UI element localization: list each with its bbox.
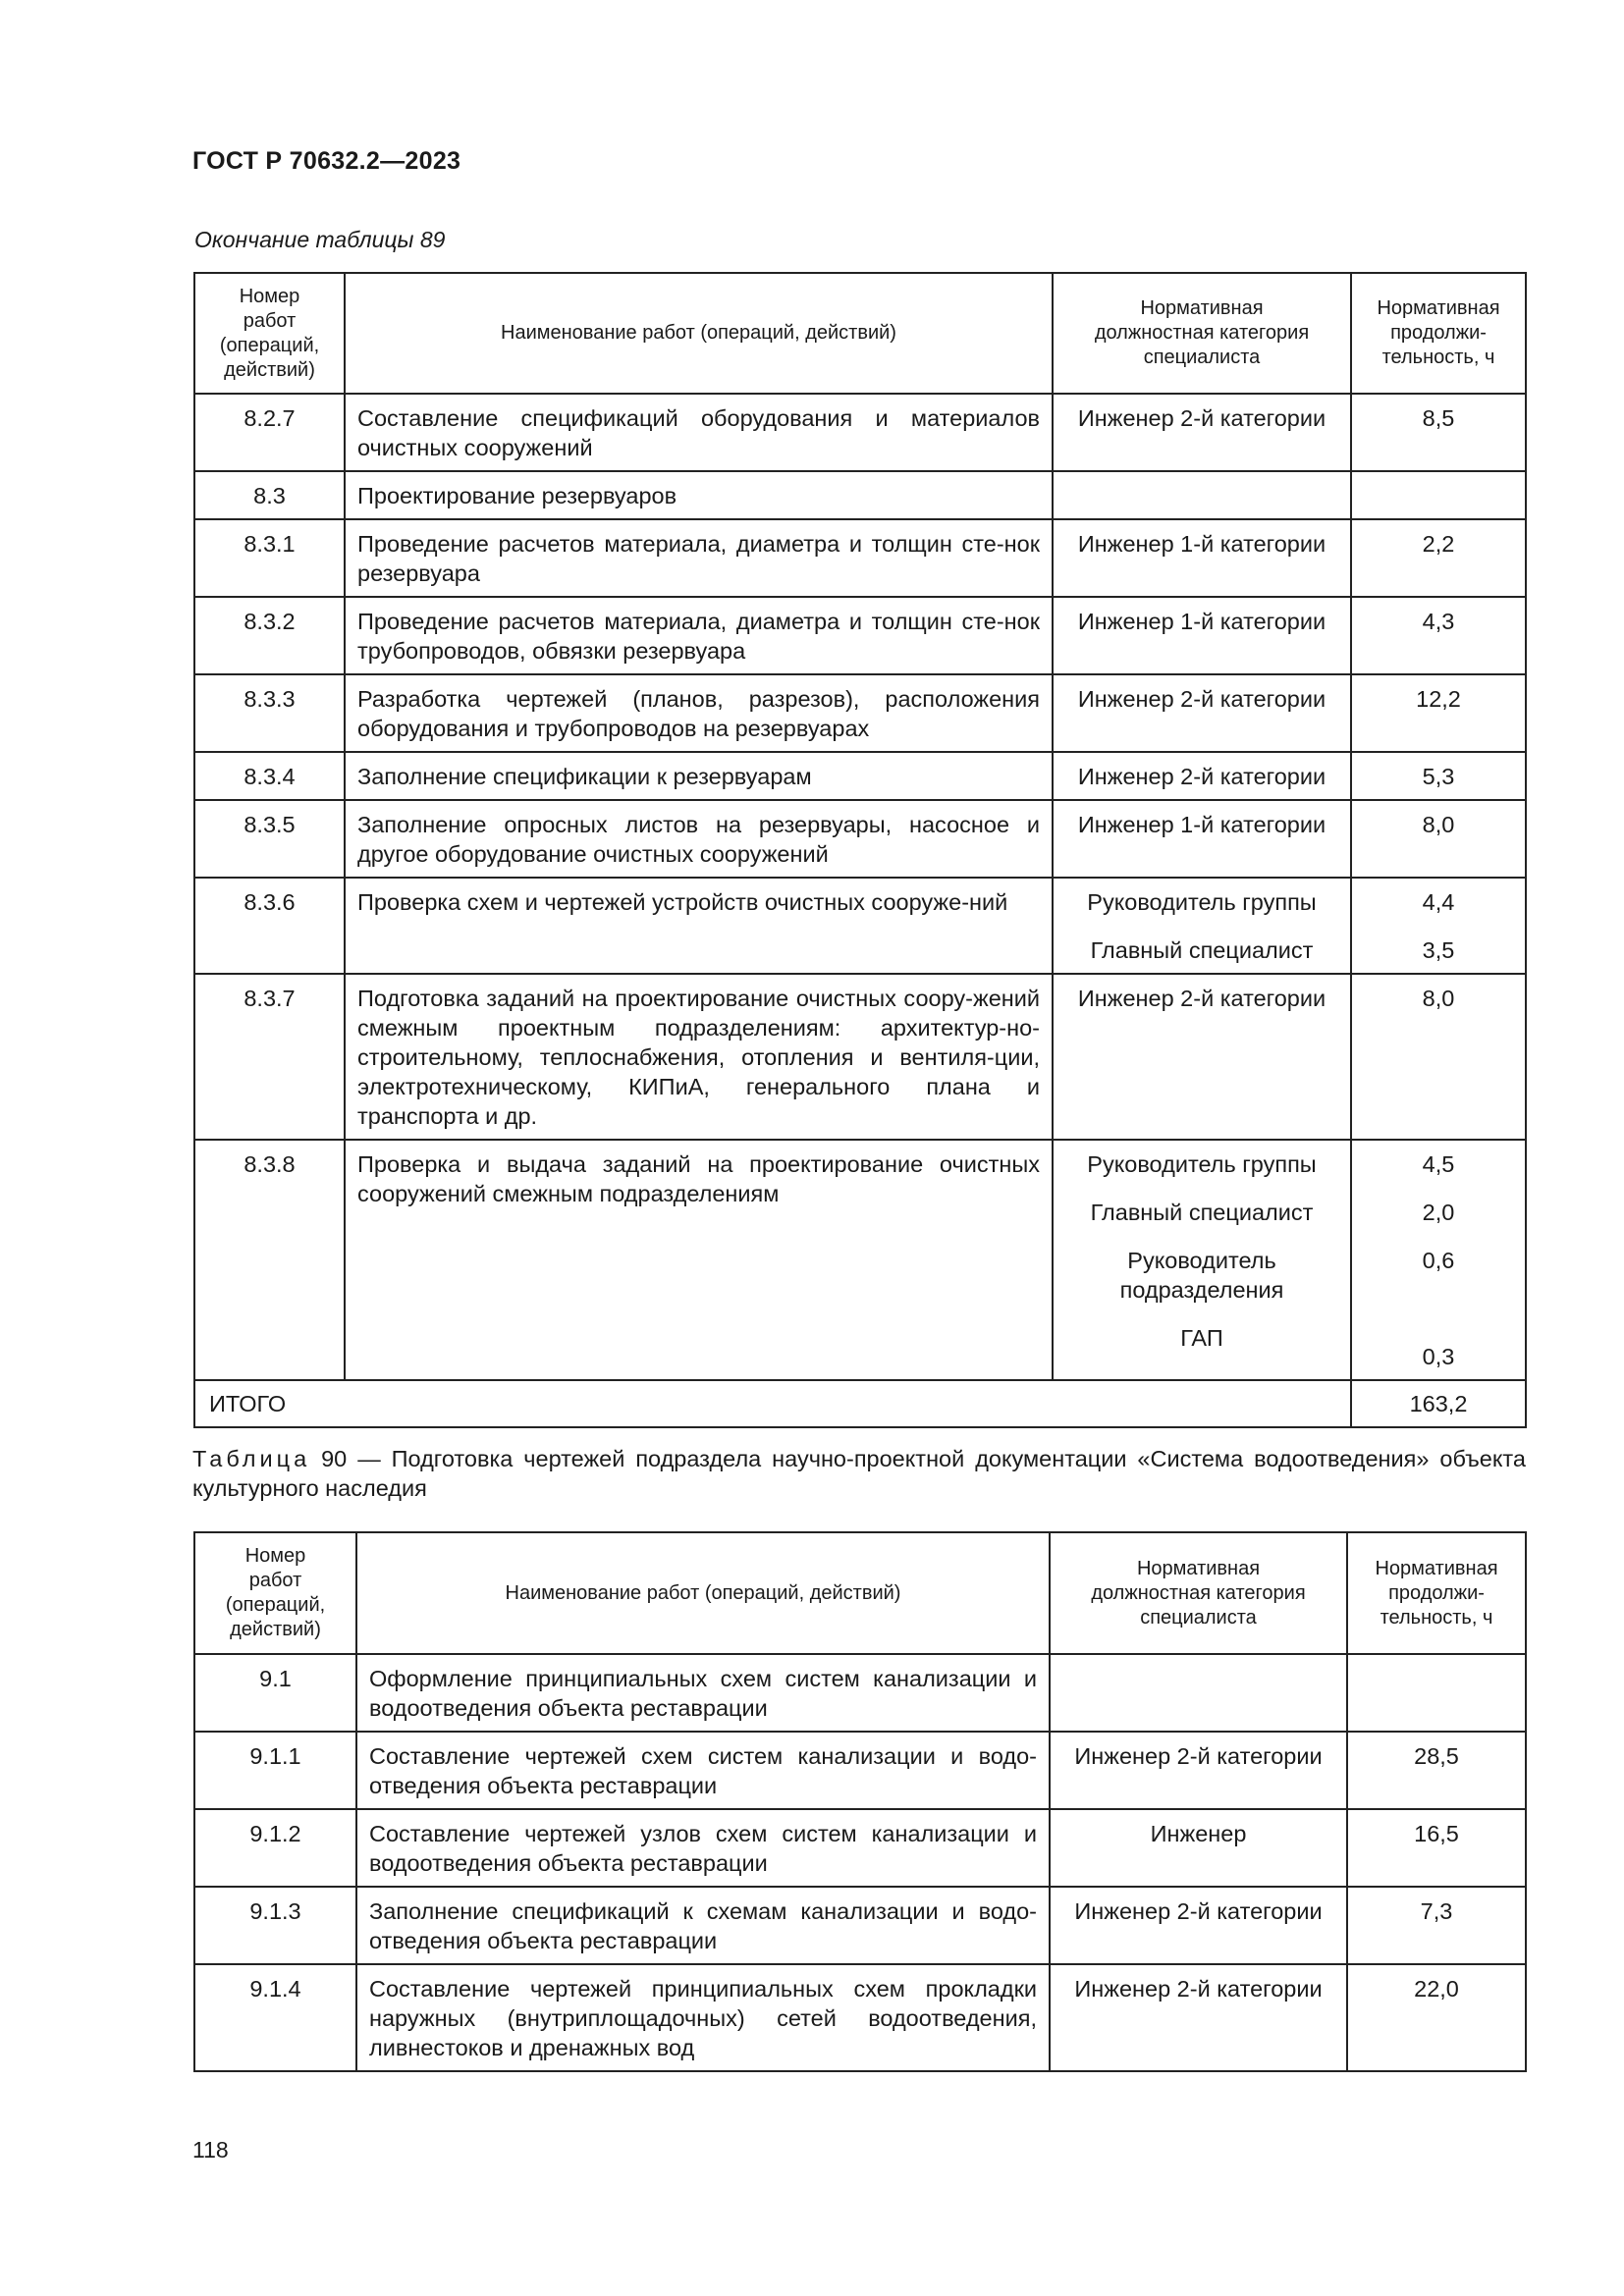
table-title-text: 90 — Подготовка чертежей подраздела научно-проектной документации «Система водоотведения» объекта культурного наследия [192,1446,1526,1501]
header-work-number [194,1532,356,1654]
specialist-category-cell [1050,1732,1347,1809]
specialist-category-cell [1050,1887,1347,1964]
duration-hours: 8,0 [1422,812,1455,837]
table-title-label: Таблица [192,1446,311,1471]
table-row [194,597,1526,674]
duration-hours: 5,3 [1422,764,1455,789]
header-work-name: Наименование работ (операций, действий) [356,1532,1050,1654]
table-row [194,471,1526,519]
header-line: специалиста [1140,1606,1257,1629]
header-line: Номер [244,1545,306,1567]
work-name: Проектирование резервуаров [345,471,1053,519]
table-row [194,1964,1526,2071]
table-row [194,800,1526,878]
duration-hours: 0,6 [1422,1248,1455,1273]
work-number: 9.1.4 [194,1964,356,2071]
header-line: продолжи- [1390,322,1487,344]
work-number: 9.1.3 [194,1887,356,1964]
duration-hours-cell [1351,597,1526,674]
table-row [194,1809,1526,1887]
work-number: 8.3.2 [194,597,345,674]
work-number: 9.1.1 [194,1732,356,1809]
work-name: Составление чертежей принципиальных схем прокладки наружных (внутриплощадочных) сетей водоотведения, ливнестоков и дренажных вод [356,1964,1050,2071]
work-name: Составление чертежей схем систем канализации и водо-отведения объекта реставрации [356,1732,1050,1809]
header-line: Нормативная [1377,297,1500,319]
header-duration [1351,273,1526,394]
duration-hours-cell [1351,519,1526,597]
work-name: Составление спецификаций оборудования и материалов очистных сооружений [345,394,1053,471]
duration-hours-cell [1351,878,1526,974]
table-row [194,1887,1526,1964]
table-row [194,974,1526,1140]
work-number: 8.3.5 [194,800,345,878]
specialist-category: Инженер 1-й категории [1077,531,1326,557]
duration-hours: 3,5 [1422,937,1455,963]
duration-hours: 8,5 [1422,405,1455,431]
table-row [194,394,1526,471]
work-name: Проверка схем и чертежей устройств очистных сооруже-ний [345,878,1053,974]
specialist-category-cell [1053,519,1351,597]
specialist-category: Руководитель группы [1087,1151,1317,1177]
specialist-category-cell [1053,471,1351,519]
duration-hours-cell [1347,1964,1526,2071]
duration-hours-cell [1351,674,1526,752]
work-name: Составление чертежей узлов схем систем канализации и водоотведения объекта реставрации [356,1809,1050,1887]
specialist-category-cell [1053,597,1351,674]
specialist-category-cell [1053,752,1351,800]
specialist-category-cell [1053,878,1351,974]
duration-hours: 0,3 [1422,1344,1455,1369]
work-number: 8.3.4 [194,752,345,800]
duration-hours: 4,3 [1422,609,1455,634]
duration-hours: 2,0 [1422,1200,1455,1225]
total-value: 163,2 [1351,1380,1526,1427]
specialist-category: Инженер 1-й категории [1077,609,1326,634]
table-row [194,1140,1526,1380]
header-line: должностная категория [1091,1581,1306,1604]
specialist-category-cell [1053,800,1351,878]
duration-hours: 8,0 [1422,986,1455,1011]
duration-hours-cell [1351,752,1526,800]
header-work-number [194,273,345,394]
duration-hours-cell [1351,800,1526,878]
specialist-category: Инженер 2-й категории [1077,764,1326,789]
specialist-category-cell [1050,1809,1347,1887]
header-line: Нормативная [1136,1557,1261,1579]
header-line: тельность, ч [1381,347,1495,368]
table-row [194,1654,1526,1732]
work-number: 8.3.3 [194,674,345,752]
work-number: 9.1 [194,1654,356,1732]
duration-hours-cell [1351,974,1526,1140]
header-specialist-category [1050,1532,1347,1654]
specialist-category-cell [1050,1654,1347,1732]
duration-hours: 2,2 [1422,531,1455,557]
duration-hours-cell [1347,1654,1526,1732]
header-line: продолжи- [1388,1581,1485,1604]
table-header-row [194,1532,1526,1654]
specialist-category: Инженер [1150,1821,1247,1846]
duration-hours: 16,5 [1414,1821,1459,1846]
specialist-category-cell [1053,974,1351,1140]
work-name: Проверка и выдача заданий на проектирование очистных сооружений смежным подразделениям [345,1140,1053,1380]
table-row [194,752,1526,800]
work-number: 9.1.2 [194,1809,356,1887]
work-name: Оформление принципиальных схем систем канализации и водоотведения объекта реставрации [356,1654,1050,1732]
specialist-category: Инженер 2-й категории [1077,686,1326,712]
specialist-category: Главный специалист [1090,937,1314,963]
duration-hours: 12,2 [1416,686,1461,712]
specialist-category: Инженер 2-й категории [1074,1898,1323,1924]
total-row [194,1380,1526,1427]
work-number: 8.3.8 [194,1140,345,1380]
specialist-category-cell [1053,1140,1351,1380]
table-90-title [192,1444,1526,1503]
page-number: 118 [192,2137,229,2163]
table-90 [193,1531,1527,2072]
header-line: (операций, [225,1594,326,1616]
duration-hours-cell [1347,1809,1526,1887]
header-work-name: Наименование работ (операций, действий) [345,273,1053,394]
table-row [194,519,1526,597]
work-name: Проведение расчетов материала, диаметра и толщин сте-нок трубопроводов, обвязки резервуара [345,597,1053,674]
specialist-category-cell [1053,674,1351,752]
specialist-category: Инженер 2-й категории [1077,986,1326,1011]
specialist-category: ГАП [1180,1325,1223,1351]
header-specialist-category [1053,273,1351,394]
work-number: 8.3.6 [194,878,345,974]
work-name: Подготовка заданий на проектирование очистных соору-жений смежным проектным подразделениям: архитектур-но-строительному, теплоснабжения, отопления и вентиля-ции, электротехническому, КИПиА, генерального плана и транспорта и др. [345,974,1053,1140]
duration-hours-cell [1351,1140,1526,1380]
work-name: Проведение расчетов материала, диаметра и толщин сте-нок резервуара [345,519,1053,597]
work-number: 8.3 [194,471,345,519]
table-row [194,1732,1526,1809]
table-row [194,878,1526,974]
duration-hours: 4,5 [1422,1151,1455,1177]
specialist-category: Инженер 1-й категории [1077,812,1326,837]
work-number: 8.2.7 [194,394,345,471]
header-line: Нормативная [1140,297,1264,319]
work-name: Разработка чертежей (планов, разрезов), расположения оборудования и трубопроводов на резервуарах [345,674,1053,752]
duration-hours: 4,4 [1422,889,1455,915]
header-line: должностная категория [1094,322,1310,344]
work-number: 8.3.1 [194,519,345,597]
work-number: 8.3.7 [194,974,345,1140]
work-name: Заполнение спецификации к резервуарам [345,752,1053,800]
table-continuation-caption: Окончание таблицы 89 [194,227,446,252]
header-line: работ [248,1570,302,1591]
specialist-category: Главный специалист [1090,1200,1314,1225]
specialist-category-cell [1050,1964,1347,2071]
header-line: действий) [224,358,315,381]
duration-hours-cell [1347,1887,1526,1964]
total-label: ИТОГО [194,1380,1351,1427]
specialist-category: Руководитель подразделения [1119,1248,1284,1303]
duration-hours [1364,1294,1513,1323]
header-duration [1347,1532,1526,1654]
header-line: Номер [239,285,300,307]
duration-hours: 7,3 [1420,1898,1453,1924]
table-89 [193,272,1527,1428]
duration-hours-cell [1347,1732,1526,1809]
header-line: работ [243,309,297,332]
specialist-category-cell [1053,394,1351,471]
table-header-row [194,273,1526,394]
header-line: (операций, [219,334,320,356]
duration-hours-cell [1351,471,1526,519]
table-row [194,674,1526,752]
duration-hours: 28,5 [1414,1743,1459,1769]
specialist-category: Инженер 2-й категории [1074,1743,1323,1769]
header-line: специалиста [1143,347,1261,368]
header-line: тельность, ч [1380,1606,1493,1629]
work-name: Заполнение спецификаций к схемам канализации и водо-отведения объекта реставрации [356,1887,1050,1964]
duration-hours: 22,0 [1414,1976,1459,2002]
duration-hours-cell [1351,394,1526,471]
specialist-category: Инженер 2-й категории [1077,405,1326,431]
work-name: Заполнение опросных листов на резервуары, насосное и другое оборудование очистных сооружений [345,800,1053,878]
document-code: ГОСТ Р 70632.2—2023 [192,147,461,175]
specialist-category: Руководитель группы [1087,889,1317,915]
header-line: действий) [230,1619,321,1640]
header-line: Нормативная [1375,1557,1498,1579]
specialist-category: Инженер 2-й категории [1074,1976,1323,2002]
